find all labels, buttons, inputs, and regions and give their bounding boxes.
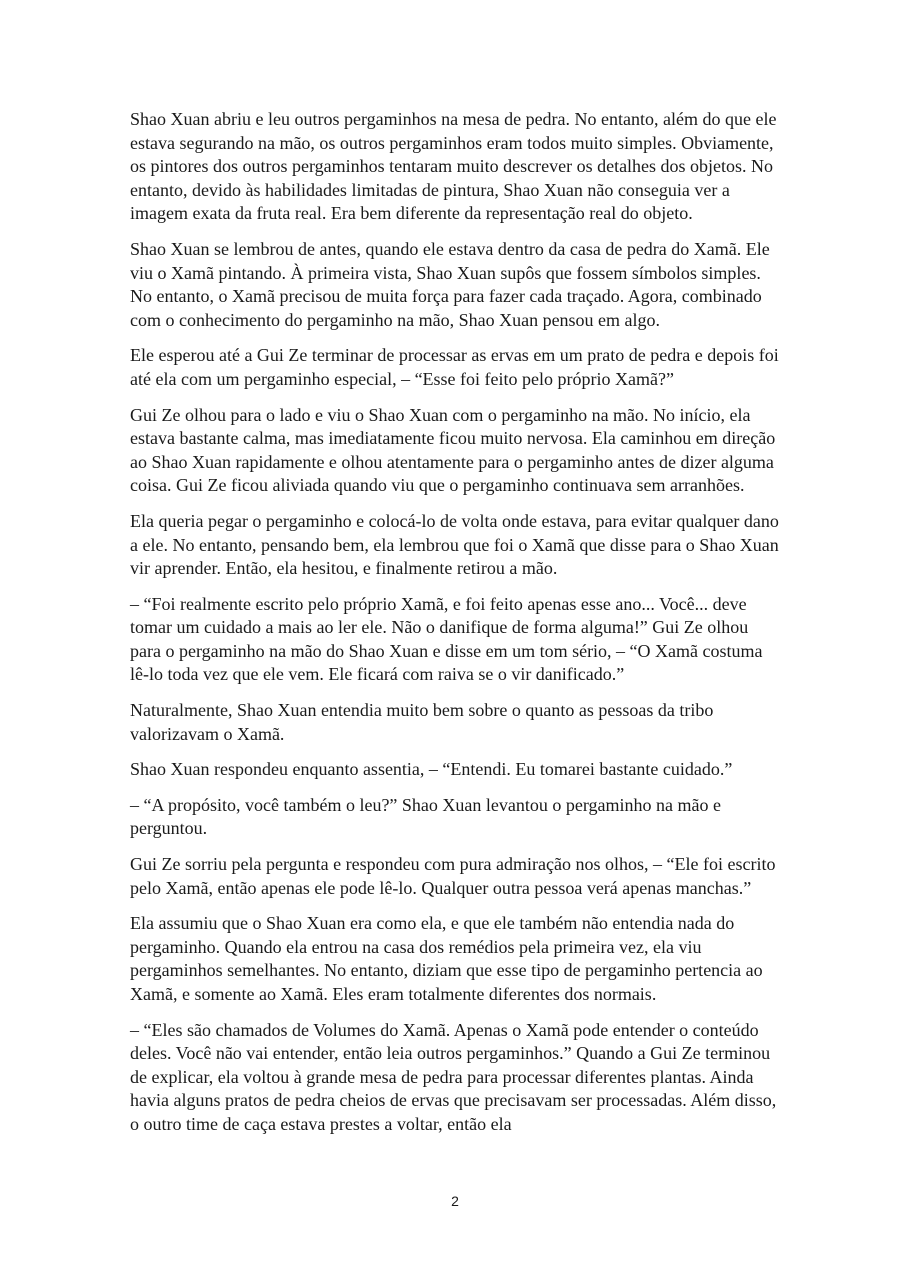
page-body bbox=[130, 108, 780, 1149]
paragraph-9: – “A propósito, você também o leu?” Shao Xuan levantou o pergaminho na mão e perguntou. bbox=[130, 794, 722, 839]
paragraph-6: – “Foi realmente escrito pelo próprio Xamã, e foi feito apenas esse ano... Você... deve tomar um cuidado a mais ao ler ele. Não o danifique de forma alguma!” Gui Ze olhou para o pergaminho na mão do Shao Xuan e disse em um tom sério, – “O Xamã costuma lê-lo toda vez que ele vem. Ele ficará com raiva se o vir danificado.” bbox=[130, 593, 763, 685]
paragraph-10: Gui Ze sorriu pela pergunta e respondeu com pura admiração nos olhos, – “Ele foi escrito pelo Xamã, então apenas ele pode lê-lo. Qualquer outra pessoa verá apenas manchas.” bbox=[130, 854, 776, 898]
paragraph-11: Ela assumiu que o Shao Xuan era como ela, e que ele também não entendia nada do pergaminho. Quando ela entrou na casa dos remédios pela primeira vez, ela viu pergaminhos semelhantes. No entanto, diziam que esse tipo de pergaminho pertencia ao Xamã, e somente ao Xamã. Eles eram totalmente diferentes dos normais. bbox=[130, 913, 763, 1004]
paragraph-3: Ele esperou até a Gui Ze terminar de processar as ervas em um prato de pedra e depois foi até ela com um pergaminho especial, – “Esse foi feito pelo próprio Xamã?” bbox=[130, 345, 779, 389]
paragraph-12: – “Eles são chamados de Volumes do Xamã. Apenas o Xamã pode entender o conteúdo deles. Você não vai entender, então leia outros pergaminhos.” Quando a Gui Ze terminou de explicar, ela voltou à grande mesa de pedra para processar diferentes plantas. Ainda havia alguns pratos de pedra cheios de ervas que precisavam ser processadas. Além disso, o outro time de caça estava prestes a voltar, então ela bbox=[130, 1019, 777, 1134]
page-number: 2 bbox=[451, 1193, 459, 1209]
paragraph-7: Naturalmente, Shao Xuan entendia muito bem sobre o quanto as pessoas da tribo valorizavam o Xamã. bbox=[130, 700, 714, 744]
paragraph-4: Gui Ze olhou para o lado e viu o Shao Xuan com o pergaminho na mão. No início, ela estava bastante calma, mas imediatamente ficou muito nervosa. Ela caminhou em direção ao Shao Xuan rapidamente e olhou atentamente para o pergaminho antes de dizer alguma coisa. Gui Ze ficou aliviada quando viu que o pergaminho continuava sem arranhões. bbox=[130, 404, 776, 496]
paragraph-5: Ela queria pegar o pergaminho e colocá-lo de volta onde estava, para evitar qualquer dano a ele. No entanto, pensando bem, ela lembrou que foi o Xamã que disse para o Shao Xuan vir aprender. Então, ela hesitou, e finalmente retirou a mão. bbox=[130, 510, 779, 579]
paragraph-2: Shao Xuan se lembrou de antes, quando ele estava dentro da casa de pedra do Xamã. Ele viu o Xamã pintando. À primeira vista, Shao Xuan supôs que fossem símbolos simples. No entanto, o Xamã precisou de muita força para fazer cada traçado. Agora, combinado com o conhecimento do pergaminho na mão, Shao Xuan pensou em algo. bbox=[130, 238, 770, 330]
paragraph-8: Shao Xuan respondeu enquanto assentia, – “Entendi. Eu tomarei bastante cuidado.” bbox=[130, 759, 733, 780]
paragraph-1: Shao Xuan abriu e leu outros pergaminhos na mesa de pedra. No entanto, além do que ele estava segurando na mão, os outros pergaminhos eram todos muito simples. Obviamente, os pintores dos outros pergaminhos tentaram muito descrever os detalhes dos objetos. No entanto, devido às habilidades limitadas de pintura, Shao Xuan não conseguia ver a imagem exata da fruta real. Era bem diferente da representação real do objeto. bbox=[130, 109, 777, 224]
